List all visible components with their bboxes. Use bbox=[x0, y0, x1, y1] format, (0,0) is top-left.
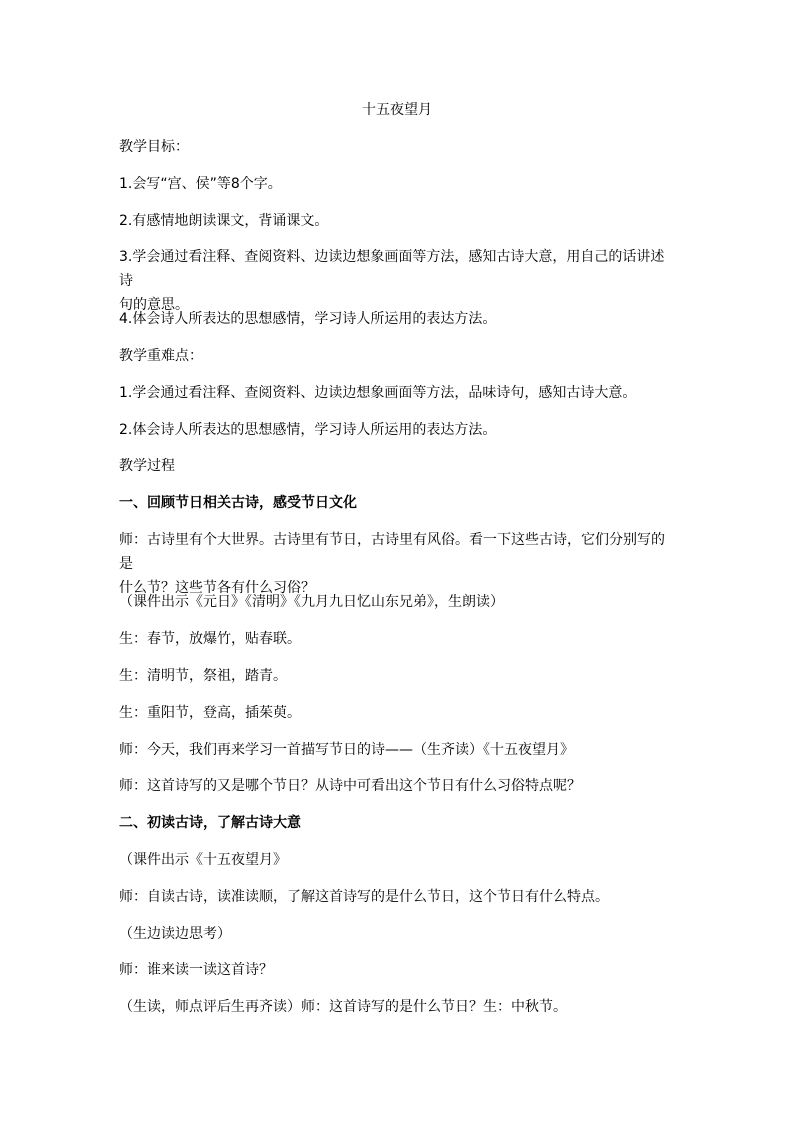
paragraph: （课件出示《十五夜望月》 bbox=[119, 852, 287, 868]
paragraph: 4.体会诗人所表达的思想感情，学习诗人所运用的表达方法。 bbox=[119, 311, 497, 327]
paragraph: （生边读边思考） bbox=[119, 926, 231, 942]
paragraph: 生：重阳节，登高，插茱萸。 bbox=[119, 705, 301, 721]
paragraph: 2.有感情地朗读课文，背诵课文。 bbox=[119, 213, 329, 229]
paragraph: 教学重难点： bbox=[119, 348, 203, 364]
paragraph: 师：今天，我们再来学习一首描写节日的诗——（生齐读）《十五夜望月》 bbox=[119, 742, 574, 758]
paragraph: 教学过程 bbox=[119, 458, 175, 474]
paragraph: （生读，师点评后生再齐读）师：这首诗写的是什么节日？生：中秋节。 bbox=[119, 999, 567, 1015]
paragraph: 1.学会通过看注释、查阅资料、边读边想象画面等方法，品味诗句，感知古诗大意。 bbox=[119, 385, 637, 401]
paragraph: 师：谁来读一读这首诗？ bbox=[119, 962, 273, 978]
paragraph: 师：这首诗写的又是哪个节日？从诗中可看出这个节日有什么习俗特点呢？ bbox=[119, 778, 581, 794]
section-heading: 二、初读古诗，了解古诗大意 bbox=[119, 815, 301, 831]
paragraph: 师：自读古诗，读准读顺，了解这首诗写的是什么节日，这个节日有什么特点。 bbox=[119, 889, 609, 905]
paragraph: 1.会写“宫、侯”等8个字。 bbox=[119, 176, 282, 192]
paragraph: 生：清明节，祭祖，踏青。 bbox=[119, 668, 287, 684]
paragraph: 生：春节，放爆竹，贴春联。 bbox=[119, 631, 301, 647]
paragraph: 师：古诗里有个大世界。古诗里有节日，古诗里有风俗。看一下这些古诗，它们分别写的是 什么节？这些节各有什么习俗？ bbox=[119, 532, 665, 596]
section-heading: 一、回顾节日相关古诗，感受节日文化 bbox=[119, 495, 357, 511]
paragraph: 教学目标： bbox=[119, 139, 189, 155]
document-title: 十五夜望月 bbox=[362, 102, 432, 118]
paragraph: （课件出示《元日》《清明》《九月九日忆山东兄弟》，生朗读） bbox=[119, 594, 504, 610]
paragraph: 2.体会诗人所表达的思想感情，学习诗人所运用的表达方法。 bbox=[119, 422, 497, 438]
paragraph: 3.学会通过看注释、查阅资料、边读边想象画面等方法，感知古诗大意，用自己的话讲述诗 句的意思。 bbox=[119, 249, 665, 313]
